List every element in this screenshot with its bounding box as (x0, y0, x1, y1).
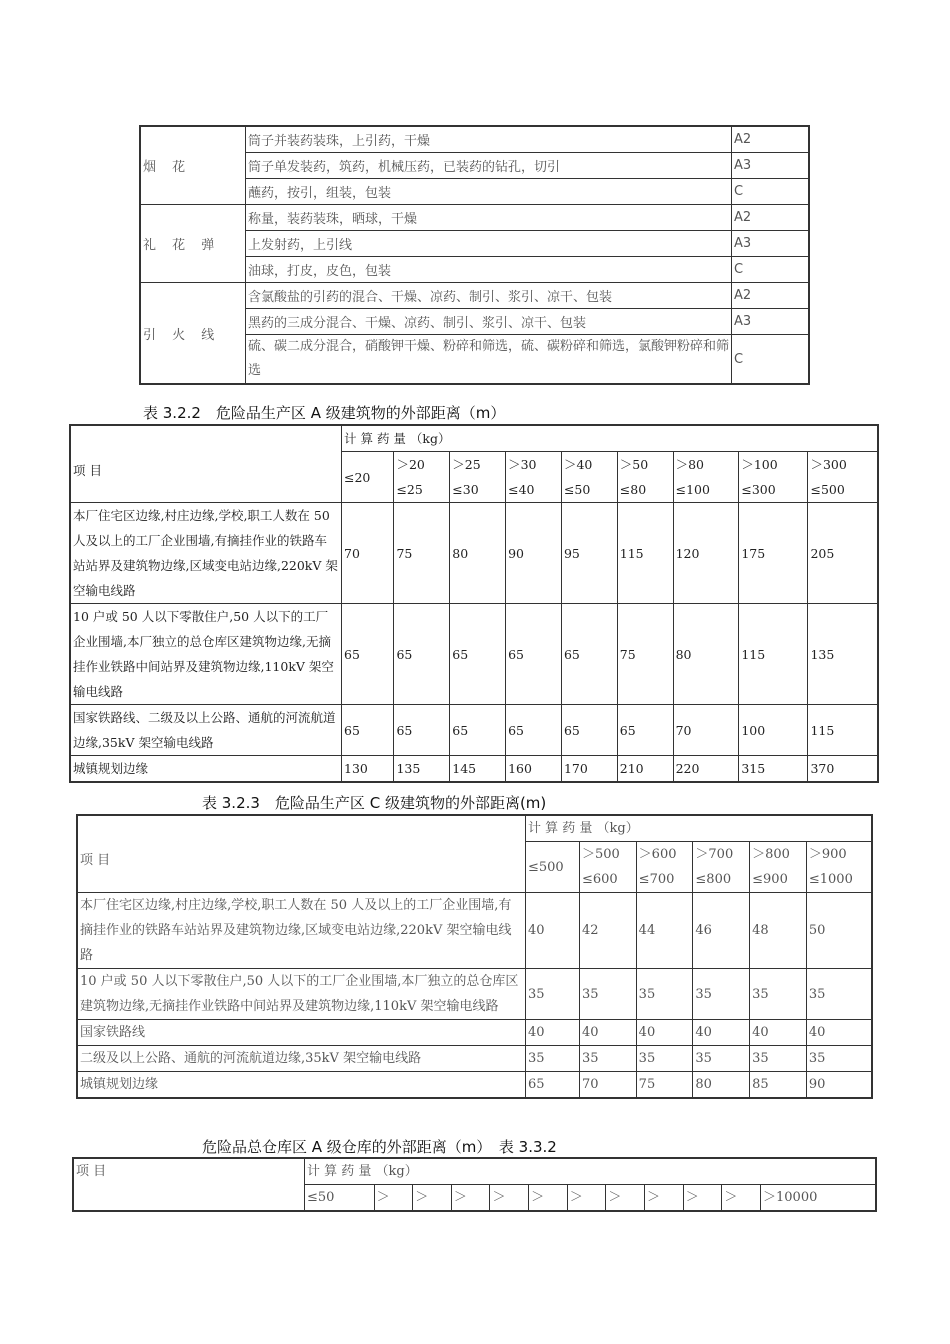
range-header: ＞ (529, 1185, 568, 1212)
item-cell: 二级及以上公路、通航的河流航道边缘,35kV 架空输电线路 (77, 1046, 526, 1072)
range-header (342, 452, 394, 503)
value-cell: 40 (579, 1020, 636, 1046)
item-header: 项 目 (70, 425, 342, 503)
range-header: ＞ (645, 1185, 684, 1212)
table-row (77, 893, 872, 969)
table-3-3-2-caption: 危险品总仓库区 A 级仓库的外部距离（m） 表 3.3.2 (202, 1138, 557, 1156)
value-cell: 35 (579, 1046, 636, 1072)
value-cell: 100 (739, 705, 808, 756)
value-cell: 130 (342, 756, 394, 783)
range-bound: ≤40 (508, 482, 535, 497)
range-header (806, 842, 872, 893)
range-header: ＞ (683, 1185, 722, 1212)
value-cell: 210 (617, 756, 673, 783)
range-header (561, 452, 617, 503)
item-cell: 城镇规划边缘 (77, 1072, 526, 1099)
value-cell: 35 (526, 1046, 580, 1072)
process-cell: 筒子并装药装珠，上引药，干燥 (246, 126, 732, 153)
table-3-2-2 (69, 424, 879, 783)
value-cell: 80 (673, 604, 739, 705)
value-cell: 65 (526, 1072, 580, 1099)
range-bound: ＞50 (619, 457, 649, 472)
range-bound: ＞20 (396, 457, 425, 472)
value-cell: 35 (526, 969, 580, 1020)
table-row (77, 1046, 872, 1072)
value-cell: 75 (394, 503, 450, 604)
value-cell: 35 (579, 969, 636, 1020)
table-row (140, 126, 809, 153)
value-cell: 40 (526, 893, 580, 969)
value-cell: 42 (579, 893, 636, 969)
range-header (750, 842, 807, 893)
value-cell: 75 (617, 604, 673, 705)
value-cell: 65 (561, 604, 617, 705)
class-cell: A2 (732, 126, 810, 153)
range-bound: ＞30 (508, 457, 537, 472)
range-header (526, 842, 580, 893)
value-cell: 70 (673, 705, 739, 756)
value-cell: 90 (806, 1072, 872, 1099)
value-cell: 135 (808, 604, 878, 705)
item-cell: 城镇规划边缘 (70, 756, 342, 783)
range-bound: ＞600 (638, 847, 677, 862)
range-header: ＞ (413, 1185, 452, 1212)
range-header (739, 452, 808, 503)
value-cell: 46 (693, 893, 750, 969)
value-cell: 175 (739, 503, 808, 604)
process-cell: 称量，装药装珠，晒球，干燥 (246, 205, 732, 231)
range-header (450, 452, 506, 503)
value-cell: 70 (579, 1072, 636, 1099)
item-header: 项 目 (77, 815, 526, 893)
range-bound: ≤20 (344, 469, 371, 485)
value-cell: 95 (561, 503, 617, 604)
range-header (693, 842, 750, 893)
value-cell: 35 (636, 969, 693, 1020)
range-header (394, 452, 450, 503)
value-cell: 220 (673, 756, 739, 783)
value-cell: 90 (506, 503, 562, 604)
class-cell: A2 (732, 283, 810, 309)
range-bound: ＞900 (808, 847, 847, 862)
value-cell: 35 (636, 1046, 693, 1072)
range-bound: ＞300 (810, 457, 847, 472)
range-bound: ＞25 (452, 457, 481, 472)
process-cell: 筒子单发装药，筑药，机械压药，已装药的钻孔，切引 (246, 153, 732, 179)
range-bound: ≤30 (452, 482, 479, 497)
value-cell: 65 (342, 705, 394, 756)
value-cell: 40 (750, 1020, 807, 1046)
process-cell: 上发射药，上引线 (246, 231, 732, 257)
item-cell: 国家铁路线、二级及以上公路、通航的河流航道边缘,35kV 架空输电线路 (70, 705, 342, 756)
table-3-2-3 (76, 814, 873, 1099)
value-cell: 370 (808, 756, 878, 783)
qty-header: 计 算 药 量 （kg） (342, 425, 879, 452)
range-bound: ＞40 (563, 457, 593, 472)
range-header: ＞ (606, 1185, 645, 1212)
range-header (673, 452, 739, 503)
value-cell: 35 (693, 1046, 750, 1072)
range-header: ＞ (451, 1185, 490, 1212)
range-bound: ＞500 (581, 847, 620, 862)
item-cell: 10 户或 50 人以下零散住户,50 人以下的工厂企业围墙,本厂独立的总仓库区建筑物边缘,无摘挂作业铁路中间站界及建筑物边缘,110kV 架空输电线路 (77, 969, 526, 1020)
table-3-2-2-caption: 表 3.2.2 危险品生产区 A 级建筑物的外部距离（m） (143, 404, 506, 422)
range-bound: ≤25 (396, 482, 423, 497)
value-cell: 85 (750, 1072, 807, 1099)
table-row (77, 969, 872, 1020)
value-cell: 35 (806, 969, 872, 1020)
value-cell: 65 (617, 705, 673, 756)
process-cell: 硫、碳二成分混合，硝酸钾干燥、粉碎和筛选，硫、碳粉碎和筛选，氯酸钾粉碎和筛选 (246, 335, 732, 385)
value-cell: 205 (808, 503, 878, 604)
value-cell: 65 (561, 705, 617, 756)
range-header: ＞ (722, 1185, 761, 1212)
process-cell: 蘸药，按引，组装，包装 (246, 179, 732, 205)
range-header: ＞ (567, 1185, 606, 1212)
range-bound: ＞100 (741, 457, 778, 472)
value-cell: 40 (636, 1020, 693, 1046)
value-cell: 65 (506, 705, 562, 756)
value-cell: 115 (739, 604, 808, 705)
value-cell: 35 (693, 969, 750, 1020)
value-cell: 40 (693, 1020, 750, 1046)
value-cell: 80 (450, 503, 506, 604)
range-bound: ＞700 (695, 847, 734, 862)
range-bound: ＞800 (752, 847, 790, 862)
class-cell: A3 (732, 309, 810, 335)
range-bound: ≤300 (741, 482, 776, 497)
value-cell: 75 (636, 1072, 693, 1099)
process-cell: 含氯酸盐的引药的混合、干燥、凉药、制引、浆引、凉干、包装 (246, 283, 732, 309)
item-cell: 国家铁路线 (77, 1020, 526, 1046)
table-row (77, 1072, 872, 1099)
value-cell: 35 (750, 969, 807, 1020)
table-row (77, 1020, 872, 1046)
range-bound: ≤700 (638, 872, 675, 887)
process-class-table (139, 125, 810, 385)
item-cell: 10 户或 50 人以下零散住户,50 人以下的工厂企业围墙,本厂独立的总仓库区建筑物边缘,无摘挂作业铁路中间站界及建筑物边缘,110kV 架空输电线路 (70, 604, 342, 705)
class-cell: C (732, 335, 810, 385)
range-bound: ≤500 (810, 482, 845, 497)
value-cell: 40 (526, 1020, 580, 1046)
qty-header: 计 算 药 量 （kg） (526, 815, 873, 842)
group-label: 烟 花 (140, 126, 246, 205)
range-bound: ≤100 (675, 482, 710, 497)
value-cell: 160 (506, 756, 562, 783)
range-bound: ≤500 (528, 859, 564, 875)
range-header (579, 842, 636, 893)
range-header (636, 842, 693, 893)
value-cell: 65 (450, 705, 506, 756)
value-cell: 65 (506, 604, 562, 705)
class-cell: C (732, 179, 810, 205)
range-header (506, 452, 562, 503)
class-cell: A2 (732, 205, 810, 231)
table-3-2-3-caption: 表 3.2.3 危险品生产区 C 级建筑物的外部距离(m) (202, 794, 547, 812)
range-header (808, 452, 878, 503)
class-cell: A3 (732, 231, 810, 257)
range-header: ＞ (490, 1185, 529, 1212)
table-row (70, 503, 878, 604)
value-cell: 70 (342, 503, 394, 604)
table-3-3-2 (72, 1157, 877, 1212)
table-row (70, 604, 878, 705)
range-header: ≤50 (305, 1185, 375, 1212)
value-cell: 50 (806, 893, 872, 969)
item-header: 项 目 (73, 1158, 305, 1211)
group-label: 礼 花 弹 (140, 205, 246, 283)
value-cell: 80 (693, 1072, 750, 1099)
range-bound: ≤900 (752, 872, 788, 887)
value-cell: 65 (342, 604, 394, 705)
table-row (70, 756, 878, 783)
value-cell: 135 (394, 756, 450, 783)
value-cell: 145 (450, 756, 506, 783)
value-cell: 170 (561, 756, 617, 783)
value-cell: 115 (617, 503, 673, 604)
group-label: 引 火 线 (140, 283, 246, 385)
value-cell: 315 (739, 756, 808, 783)
value-cell: 35 (750, 1046, 807, 1072)
item-cell: 本厂住宅区边缘,村庄边缘,学校,职工人数在 50 人及以上的工厂企业围墙,有摘挂作业的铁路车站站界及建筑物边缘,区域变电站边缘,220kV 架空输电线路 (70, 503, 342, 604)
range-bound: ≤800 (695, 872, 732, 887)
range-bound: ＞80 (675, 457, 704, 472)
process-cell: 黑药的三成分混合、干燥、凉药、制引、浆引、凉干、包装 (246, 309, 732, 335)
process-cell: 油球，打皮，皮色，包装 (246, 257, 732, 283)
value-cell: 115 (808, 705, 878, 756)
value-cell: 35 (806, 1046, 872, 1072)
table-row (140, 283, 809, 309)
table-row (70, 705, 878, 756)
value-cell: 48 (750, 893, 807, 969)
range-bound: ≤1000 (808, 872, 853, 887)
value-cell: 40 (806, 1020, 872, 1046)
item-cell: 本厂住宅区边缘,村庄边缘,学校,职工人数在 50 人及以上的工厂企业围墙,有摘挂作业的铁路车站站界及建筑物边缘,区域变电站边缘,220kV 架空输电线路 (77, 893, 526, 969)
range-header: ＞ (374, 1185, 413, 1212)
value-cell: 65 (450, 604, 506, 705)
range-header: ＞10000 (761, 1185, 877, 1212)
table-row (140, 205, 809, 231)
value-cell: 65 (394, 604, 450, 705)
value-cell: 120 (673, 503, 739, 604)
value-cell: 65 (394, 705, 450, 756)
qty-header: 计 算 药 量 （kg） (305, 1158, 877, 1185)
range-bound: ≤600 (581, 872, 618, 887)
range-bound: ≤50 (563, 482, 591, 497)
range-bound: ≤80 (619, 482, 647, 497)
value-cell: 44 (636, 893, 693, 969)
class-cell: C (732, 257, 810, 283)
class-cell: A3 (732, 153, 810, 179)
range-header (617, 452, 673, 503)
